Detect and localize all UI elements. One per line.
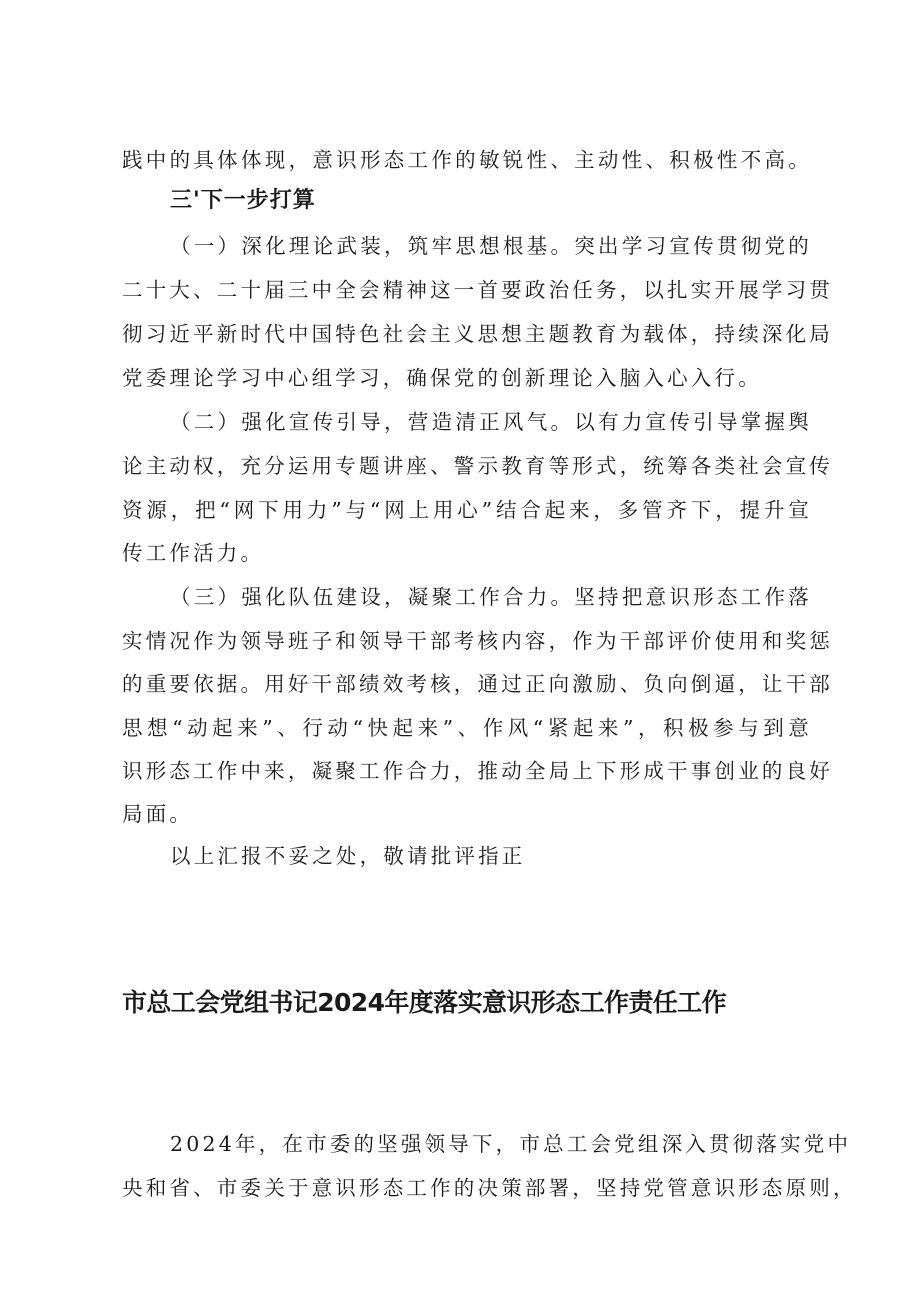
paragraph-line: 彻习近平新时代中国特色社会主义思想主题教育为载体，持续深化局 — [122, 322, 833, 346]
section-heading: 三'下一步打算 — [170, 188, 316, 213]
paragraph-line: （一）深化理论武装，筑牢思想根基。突出学习宣传贯彻党的 — [170, 234, 812, 258]
paragraph-line: 的重要依据。用好干部绩效考核，通过正向激励、负向倒逼，让干部 — [122, 672, 833, 696]
paragraph-line: （二）强化宣传引导，营造清正风气。以有力宣传引导掌握舆 — [170, 410, 812, 434]
paragraph-line: 二十大、二十届三中全会精神这一首要政治任务，以扎实开展学习贯 — [122, 278, 833, 302]
paragraph-line: 局面。 — [122, 802, 194, 826]
paragraph-line: （三）强化队伍建设，凝聚工作合力。坚持把意识形态工作落 — [170, 585, 812, 609]
intro-paragraph-line: 央和省、市委关于意识形态工作的决策部署，坚持党管意识形态原则， — [122, 1176, 857, 1200]
paragraph-line: 思想“动起来”、行动“快起来”、作风“紧起来”，积极参与到意 — [122, 716, 812, 740]
paragraph-line: 论主动权，充分运用专题讲座、警示教育等形式，统筹各类社会宣传 — [122, 454, 833, 478]
paragraph-line: 识形态工作中来，凝聚工作合力，推动全局上下形成干事创业的良好 — [122, 759, 833, 783]
document-title: 市总工会党组书记2024年度落实意识形态工作责任工作 — [122, 988, 726, 1017]
body-text-line: 践中的具体体现，意识形态工作的敏锐性、主动性、积极性不高。 — [122, 148, 812, 172]
paragraph-line: 实情况作为领导班子和领导干部考核内容，作为干部评价使用和奖惩 — [122, 629, 833, 653]
paragraph-line: 传工作活力。 — [122, 541, 265, 565]
intro-paragraph-line: 2024年，在市委的坚强领导下，市总工会党组深入贯彻落实党中 — [170, 1132, 852, 1156]
closing-remark: 以上汇报不妥之处，敬请批评指正 — [170, 844, 526, 868]
paragraph-line: 党委理论学习中心组学习，确保党的创新理论入脑入心入行。 — [122, 366, 762, 390]
paragraph-line: 资源，把“网下用力”与“网上用心”结合起来，多管齐下，提升宣 — [122, 498, 812, 522]
